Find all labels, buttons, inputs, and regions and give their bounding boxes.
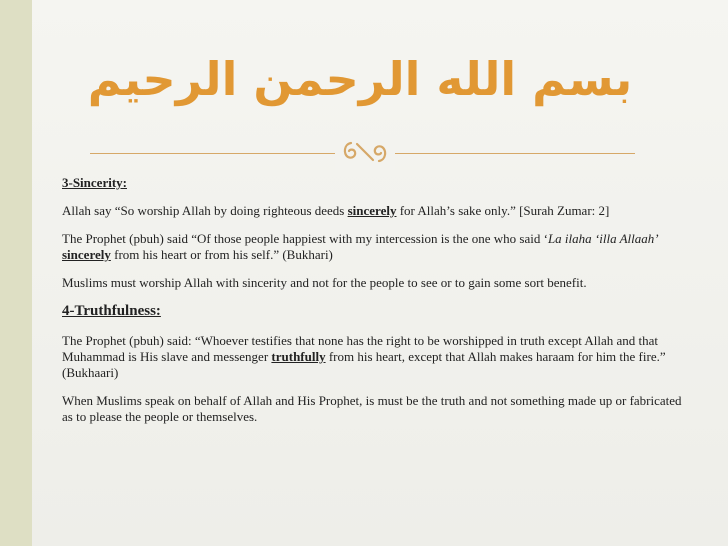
slide-title: بسم الله الرحمن الرحيم (87, 52, 633, 106)
emphasis-sincerely: sincerely (347, 203, 397, 218)
sincerity-note-paragraph: Muslims must worship Allah with sincerity and not for the people to see or to gain some sort benefit. (62, 275, 587, 290)
text-segment: from his heart, except that Allah makes haraam for him the fire.” (Bukhaari) (62, 349, 666, 380)
text-segment: The Prophet (pbuh) said: “Whoever testifies that none has the right to be worshipped in truth except Allah and that Muhammad is His slave and messenger (62, 333, 659, 364)
sincerity-quran-paragraph (62, 203, 682, 219)
truthfulness-hadith-paragraph (62, 333, 682, 381)
text-segment: The Prophet (pbuh) said “Of those people happiest with my intercession is the one who said ‘ (62, 231, 548, 246)
text-segment: from his heart or from his self.” (Bukhari) (110, 247, 333, 262)
left-accent-bar (0, 0, 32, 546)
slide-content (62, 175, 682, 437)
emphasis-sincerely: sincerely (62, 247, 111, 262)
text-segment: Allah say “So worship Allah by doing righteous deeds (62, 203, 348, 218)
section-heading-truthfulness: 4-Truthfulness: (62, 303, 161, 319)
section-heading-sincerity: 3-Sincerity: (62, 175, 127, 190)
sincerity-hadith-paragraph (62, 231, 682, 263)
text-segment: for Allah’s sake only.” [Surah Zumar: 2] (396, 203, 610, 218)
quote-ornament-icon (335, 134, 395, 170)
truthfulness-note-paragraph: When Muslims speak on behalf of Allah and His Prophet, is must be the truth and not something made up or fabricated as to please the people or themselves. (62, 393, 682, 424)
shahada-italic: La ilaha ‘illa Allaah’ (547, 231, 659, 246)
emphasis-truthfully: truthfully (271, 349, 326, 364)
